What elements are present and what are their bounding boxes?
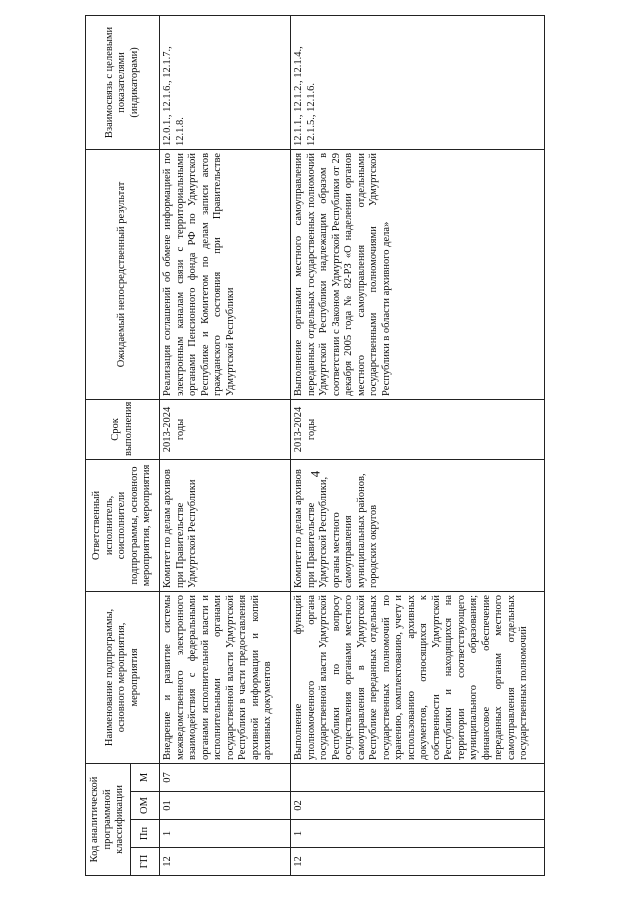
cell-m: 07 <box>160 763 291 791</box>
header-gp: ГП <box>131 848 160 876</box>
header-pp: Пп <box>131 820 160 848</box>
header-om: ОМ <box>131 792 160 820</box>
cell-pp: 1 <box>160 820 291 848</box>
rotated-table-container <box>85 16 555 876</box>
cell-result: Реализация соглашений об обмене информацией по электронным каналам связи с территориальными органами Пенсионного фонда РФ по Удмуртской Республике и Комитетом по делам записи актов гражданского состояния при Правительстве Удмуртской Республики <box>160 149 291 399</box>
cell-result: Выполнение органами местного самоуправления переданных отдельных государственных полномочий Удмуртской Республики надлежащим образом в соответствии с Законом Удмуртской Республики от 29 декабря 2005 года № 82-РЗ «О наделении органов местного самоуправления отдельными государственными полномочиями Удмуртской Республики в области архивного дела» <box>291 149 545 399</box>
header-relation: Взаимосвязь с целевыми показателями (индикаторами) <box>86 15 160 149</box>
cell-term: 2013-2024 годы <box>160 399 291 459</box>
cell-relation: 12.1.1., 12.1.2., 12.1.4., 12.1.5., 12.1.6. <box>291 15 545 149</box>
cell-om: 02 <box>291 792 545 820</box>
header-name: Наименование подпрограммы, основного мероприятия, мероприятия <box>86 591 160 763</box>
page-number: 4 <box>307 470 323 478</box>
header-m: М <box>131 763 160 791</box>
header-code-group: Код аналитической программной классификации <box>86 763 131 875</box>
program-table <box>85 15 545 876</box>
cell-gp: 12 <box>160 848 291 876</box>
table-row <box>291 15 545 875</box>
cell-gp: 12 <box>291 848 545 876</box>
header-term: Срок выполнения <box>86 399 160 459</box>
cell-responsible: Комитет по делам архивов при Правительстве Удмуртской Республики, органы местного самоуправления муниципальных районов, городских округов <box>291 459 545 591</box>
cell-term: 2013-2024 годы <box>291 399 545 459</box>
cell-responsible: Комитет по делам архивов при Правительстве Удмуртской Республики <box>160 459 291 591</box>
cell-pp: 1 <box>291 820 545 848</box>
cell-name: Выполнение функций уполномоченного органа государственной власти Удмуртской Республики по вопросу осуществления органами местного самоуправления в Удмуртской Республике переданных отдельных государственных полномочий по хранению, комплектованию, учету и использованию архивных документов, относящихся к собственности Удмуртской Республики и находящихся на территории соответствующего муниципального образования; финансовое обеспечение переданных органам местного самоуправления отдельных государственных полномочий <box>291 591 545 763</box>
table-row <box>160 15 291 875</box>
header-responsible: Ответственный исполнитель, соисполнители подпрограммы, основного мероприятия, мероприятия <box>86 459 160 591</box>
cell-m <box>291 763 545 791</box>
header-result: Ожидаемый непосредственный результат <box>86 149 160 399</box>
cell-name: Внедрение и развитие системы межведомственного электронного взаимодействия с федеральными органами исполнительной власти и исполнительными органами государственной власти Удмуртской Республики в части предоставления архивной информации и копий архивных документов <box>160 591 291 763</box>
cell-om: 01 <box>160 792 291 820</box>
cell-relation: 12.0.1., 12.1.6., 12.1.7., 12.1.8. <box>160 15 291 149</box>
header-row <box>86 15 131 875</box>
